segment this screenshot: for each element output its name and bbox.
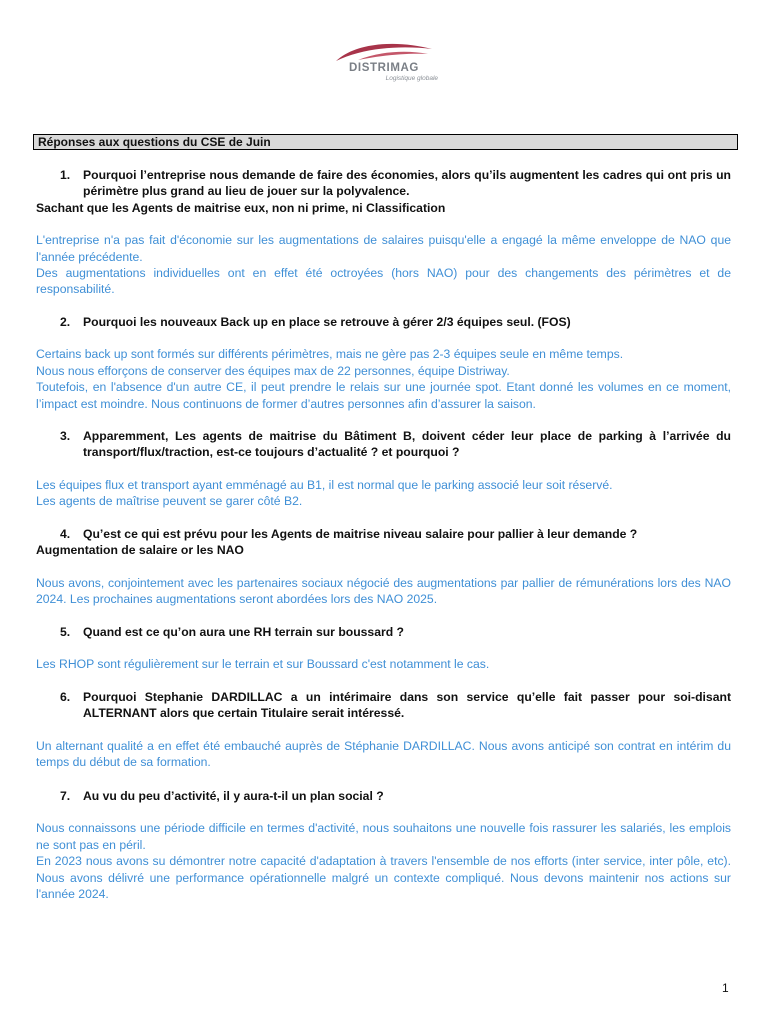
answer-paragraph: Nous avons, conjointement avec les partenaires sociaux négocié des augmentations par pallier de rémunérations lors des NAO 2024. Les prochaines augmentations seront abordées lors des NAO 2025. (36, 575, 731, 607)
question-number: 6. (60, 690, 71, 704)
qa-item-6 (36, 689, 731, 771)
question (36, 526, 731, 542)
question-text: Pourquoi l’entreprise nous demande de faire des économies, alors qu’ils augmentent les cadres qui ont pris un périmètre plus grand au lieu de jouer sur la polyvalence. (83, 168, 731, 199)
qa-item-2 (36, 314, 731, 412)
answer (36, 820, 731, 902)
answer-paragraph: Nous nous efforçons de conserver des équipes max de 22 personnes, équipe Distriway. (36, 363, 510, 378)
qa-item-3 (36, 428, 731, 510)
answer-paragraph: Nous connaissons une période difficile en termes d'activité, nous souhaitons une nouvelle fois rassurer les salariés, les emplois ne sont pas en péril. (36, 821, 731, 852)
answer (36, 346, 731, 412)
qa-item-4 (36, 526, 731, 608)
qa-item-1 (36, 167, 731, 298)
answer-paragraph: Toutefois, en l'absence d'un autre CE, il peut prendre le relais sur une journée spot. Etant donné les volumes en ce moment, l’impact est moindre. Nous continuons de former d’autres personnes afin d’assurer la saison. (36, 380, 731, 411)
answer (36, 575, 731, 608)
question-text: Au vu du peu d’activité, il y aura-t-il un plan social ? (83, 789, 384, 803)
question-text: Pourquoi les nouveaux Back up en place se retrouve à gérer 2/3 équipes seul. (FOS) (83, 315, 571, 329)
question-text: Quand est ce qu’on aura une RH terrain sur boussard ? (83, 625, 404, 639)
answer-paragraph: Certains back up sont formés sur différents périmètres, mais ne gère pas 2-3 équipes seule en même temps. (36, 347, 624, 362)
question-text: Apparemment, Les agents de maitrise du Bâtiment B, doivent céder leur place de parking à l’arrivée du transport/flux/traction, est-ce toujours d’actualité ? et pourquoi ? (83, 429, 731, 460)
question-number: 4. (60, 527, 71, 541)
question-number: 7. (60, 789, 71, 803)
answer-paragraph: Un alternant qualité a en effet été embauché auprès de Stéphanie DARDILLAC. Nous avons anticipé son contrat en intérim du temps du début de sa formation. (36, 738, 731, 770)
logo-tagline: Logistique globale (385, 75, 438, 82)
answer-paragraph: Les RHOP sont régulièrement sur le terrain et sur Boussard c'est notamment le cas. (36, 657, 490, 672)
answer-paragraph: L'entreprise n'a pas fait d'économie sur les augmentations de salaires puisqu'elle a engagé la même enveloppe de NAO que l'année précédente. (36, 233, 731, 264)
question-number: 5. (60, 625, 71, 639)
question (36, 428, 731, 461)
question-number: 1. (60, 168, 71, 182)
question-text: Pourquoi Stephanie DARDILLAC a un intérimaire dans son service qu’elle fait passer pour soi-disant ALTERNANT alors que certain Titulaire serait intéressé. (83, 690, 731, 721)
question (36, 314, 731, 330)
question (36, 689, 731, 722)
question (36, 624, 731, 640)
company-logo (328, 40, 440, 90)
question (36, 788, 731, 804)
logo-name: DISTRIMAG (349, 62, 419, 74)
question-extra: Sachant que les Agents de maitrise eux, non ni prime, ni Classification (36, 200, 446, 215)
page-number: 1 (722, 981, 729, 995)
question-number: 2. (60, 315, 71, 329)
qa-item-7 (36, 788, 731, 902)
answer-paragraph: Des augmentations individuelles ont en effet été octroyées (hors NAO) pour des changements des périmètres et de responsabilité. (36, 266, 731, 297)
question-extra: Augmentation de salaire or les NAO (36, 543, 244, 558)
answer (36, 738, 731, 771)
answer-paragraph: Les équipes flux et transport ayant emménagé au B1, il est normal que le parking associé leur soit réservé. (36, 477, 613, 492)
logo-swoosh-icon (328, 40, 440, 64)
answer (36, 656, 731, 672)
answer (36, 477, 731, 510)
qa-item-5 (36, 624, 731, 673)
answer-paragraph: En 2023 nous avons su démontrer notre capacité d'adaptation à travers l'ensemble de nos efforts (inter service, inter pôle, etc). Nous avons délivré une performance opérationnelle malgré un contexte compliqué. Nous devons maintenir nos actions sur l'année 2024. (36, 854, 731, 902)
question-text: Qu’est ce qui est prévu pour les Agents de maitrise niveau salaire pour pallier à leur demande ? (83, 527, 638, 541)
document-title: Réponses aux questions du CSE de Juin (33, 134, 738, 150)
answer-paragraph: Les agents de maîtrise peuvent se garer côté B2. (36, 494, 303, 509)
answer (36, 232, 731, 298)
question (36, 167, 731, 200)
question-number: 3. (60, 429, 71, 443)
